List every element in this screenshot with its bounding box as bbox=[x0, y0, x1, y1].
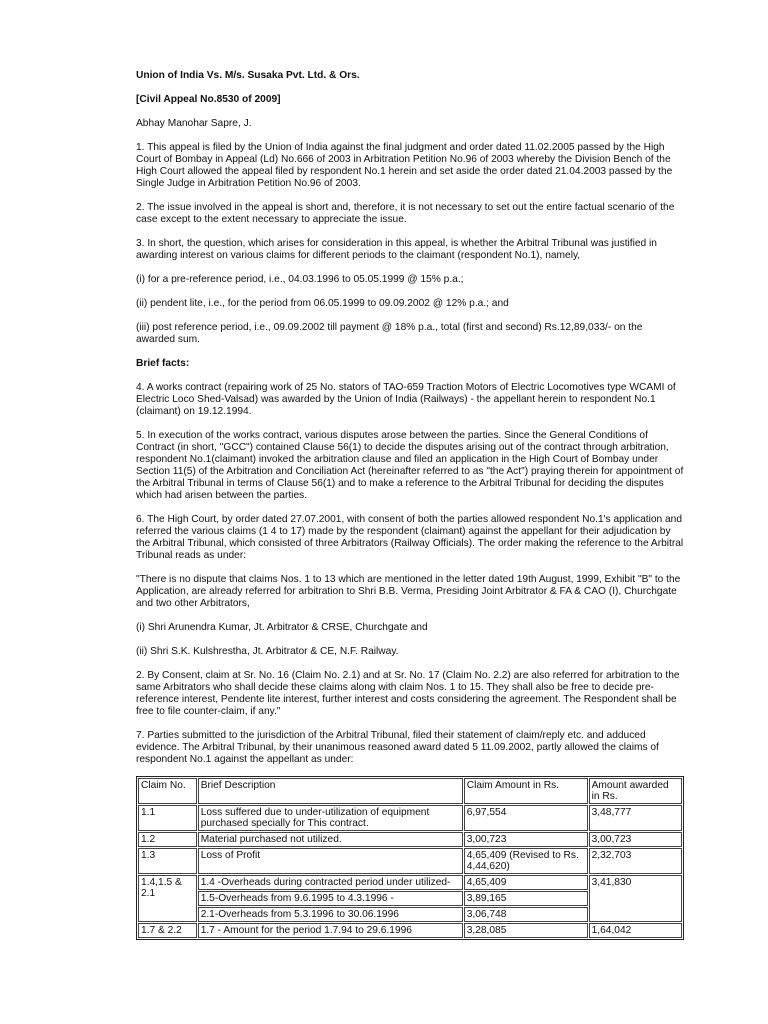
cell-claim: 1.1 bbox=[138, 805, 197, 831]
table-row bbox=[138, 875, 682, 890]
cell-awarded: 3,48,777 bbox=[589, 805, 682, 831]
cell-awarded: 2,32,703 bbox=[589, 848, 682, 874]
cell-amount: 3,28,085 bbox=[464, 923, 588, 938]
cell-description: 1.4 -Overheads during contracted period under utilized- bbox=[198, 875, 463, 890]
cell-amount: 3,89,165 bbox=[464, 891, 588, 906]
cell-description: Loss suffered due to under-utilization of equipment purchased specially for This contract. bbox=[198, 805, 463, 831]
paragraph-4: 4. A works contract (repairing work of 25 No. stators of TAO-659 Traction Motors of Electric Locomotives type WCAMI of Electric Loco Shed-Valsad) was awarded by the Union of India (Railways) - the appellant herein to respondent No.1 (claimant) on 19.12.1994. bbox=[136, 382, 676, 417]
paragraph-7: 7. Parties submitted to the jurisdiction of the Arbitral Tribunal, filed their statement of claim/reply etc. and adduced evidence. The Arbitral Tribunal, by their unanimous reasoned award dated 5 11.09.2002, partly allowed the claims of respondent No.1 against the appellant as under: bbox=[136, 730, 659, 765]
interest-item-i: (i) for a pre-reference period, i.e., 04.03.1996 to 05.05.1999 @ 15% p.a.; bbox=[136, 274, 464, 285]
cell-amount: 3,06,748 bbox=[464, 907, 588, 922]
table-row bbox=[138, 805, 682, 831]
arbitrator-ii: (ii) Shri S.K. Kulshrestha, Jt. Arbitrator & CE, N.F. Railway. bbox=[136, 646, 399, 657]
cell-awarded: 3,41,830 bbox=[589, 875, 682, 922]
table-row bbox=[138, 848, 682, 874]
paragraph-6: 6. The High Court, by order dated 27.07.2001, with consent of both the parties allowed respondent No.1's application and referred the various claims (1 4 to 17) made by the respondent (claimant) against the appellant for their adjudication by the Arbitral Tribunal, which consisted of three Arbitrators (Railway Officials). The order making the reference to the Arbitral Tribunal reads as under: bbox=[136, 514, 684, 561]
paragraph-2: 2. The issue involved in the appeal is short and, therefore, it is not necessary to set out the entire factual scenario of the case except to the extent necessary to appreciate the issue. bbox=[136, 202, 675, 225]
paragraph-1: 1. This appeal is filed by the Union of India against the final judgment and order dated 11.02.2005 passed by the High Court of Bombay in Appeal (Ld) No.666 of 2003 in Arbitration Petition No.96 of 2003 whereby the Division Bench of the High Court allowed the appeal filed by respondent No.1 herein and set aside the order dated 21.04.2003 passed by the Single Judge in Arbitration Petition No.96 of 2003. bbox=[136, 142, 673, 189]
interest-item-iii: (iii) post reference period, i.e., 09.09.2002 till payment @ 18% p.a., total (first and second) Rs.12,89,033/- on the awarded sum. bbox=[136, 322, 643, 345]
judge-name: Abhay Manohar Sapre, J. bbox=[136, 118, 252, 129]
cell-description: 1.7 - Amount for the period 1.7.94 to 29.6.1996 bbox=[198, 923, 463, 938]
table-header-row bbox=[138, 778, 682, 804]
cell-description: 1.5-Overheads from 9.6.1995 to 4.3.1996 - bbox=[198, 891, 463, 906]
table-row bbox=[138, 923, 682, 938]
cell-claim: 1.3 bbox=[138, 848, 197, 874]
cell-claim: 1.4,1.5 & 2.1 bbox=[138, 875, 197, 922]
header-amount-awarded: Amount awarded in Rs. bbox=[589, 778, 682, 804]
cell-amount: 4,65,409 bbox=[464, 875, 588, 890]
quoted-order: "There is no dispute that claims Nos. 1 to 13 which are mentioned in the letter dated 19th August, 1999, Exhibit "B" to the Application, are already referred for arbitration to Shri B.B. Verma, Presiding Joint Arbitrator & FA & CAO (I), Churchgate and two other Arbitrators, bbox=[136, 574, 681, 609]
cell-claim: 1.7 & 2.2 bbox=[138, 923, 197, 938]
cell-amount: 6,97,554 bbox=[464, 805, 588, 831]
cell-description: 2.1-Overheads from 5.3.1996 to 30.06.1996 bbox=[198, 907, 463, 922]
brief-facts-heading: Brief facts: bbox=[136, 358, 190, 369]
cell-description: Material purchased not utilized. bbox=[198, 832, 463, 847]
table-row bbox=[138, 832, 682, 847]
paragraph-5: 5. In execution of the works contract, various disputes arose between the parties. Since the General Conditions of Contract (in short, "GCC") contained Clause 56(1) to decide the disputes arising out of the contract through arbitration, respondent No.1(claimant) invoked the arbitration clause and filed an application in the High Court of Bombay under Section 11(5) of the Arbitration and Conciliation Act (hereinafter referred to as "the Act") praying therein for appointment of the Arbitral Tribunal in terms of Clause 56(1) and to make a reference to the Arbitral Tribunal for deciding the disputes which had arisen between the parties. bbox=[136, 430, 684, 501]
document-page bbox=[136, 70, 684, 940]
case-title: Union of India Vs. M/s. Susaka Pvt. Ltd. & Ors. bbox=[136, 70, 360, 81]
cell-claim: 1.2 bbox=[138, 832, 197, 847]
cell-awarded: 1,64,042 bbox=[589, 923, 682, 938]
cell-awarded: 3,00,723 bbox=[589, 832, 682, 847]
arbitrator-i: (i) Shri Arunendra Kumar, Jt. Arbitrator & CRSE, Churchgate and bbox=[136, 622, 428, 633]
header-description: Brief Description bbox=[198, 778, 463, 804]
interest-item-ii: (ii) pendent lite, i.e., for the period from 06.05.1999 to 09.09.2002 @ 12% p.a.; and bbox=[136, 298, 509, 309]
cell-description: Loss of Profit bbox=[198, 848, 463, 874]
claims-table bbox=[136, 776, 684, 940]
header-claim-no: Claim No. bbox=[138, 778, 197, 804]
header-claim-amount: Claim Amount in Rs. bbox=[464, 778, 588, 804]
paragraph-3: 3. In short, the question, which arises for consideration in this appeal, is whether the Arbitral Tribunal was justified in awarding interest on various claims for different periods to the claimant (respondent No.1), namely, bbox=[136, 238, 657, 261]
appeal-number: [Civil Appeal No.8530 of 2009] bbox=[136, 94, 281, 105]
cell-amount: 3,00,723 bbox=[464, 832, 588, 847]
cell-amount: 4,65,409 (Revised to Rs. 4,44,620) bbox=[464, 848, 588, 874]
consent-paragraph: 2. By Consent, claim at Sr. No. 16 (Claim No. 2.1) and at Sr. No. 17 (Claim No. 2.2) are also referred for arbitration to the same Arbitrators who shall decide these claims along with claim Nos. 1 to 15. They shall also be free to decide pre-reference interest, Pendente lite interest, further interest and costs considering the agreement. The Respondent shall be free to file counter-claim, if any." bbox=[136, 670, 680, 717]
